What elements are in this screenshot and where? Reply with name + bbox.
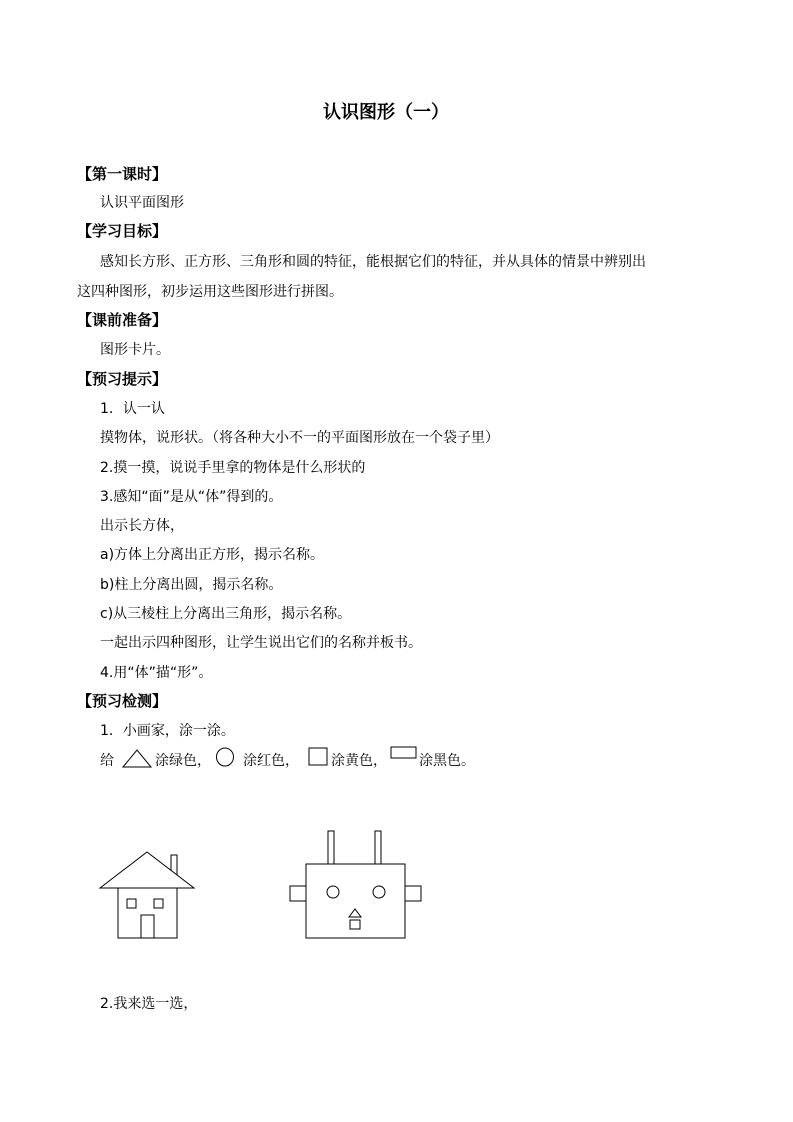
hint-line: a)方体上分离出正方形，揭示名称。 [100,547,325,563]
goal-line-1: 感知长方形、正方形、三角形和圆的特征，能根据它们的特征，并从具体的情景中辨别出 [100,254,646,270]
prep-text: 图形卡片。 [100,342,170,358]
section-heading-check: 【预习检测】 [77,692,168,710]
give-label: 给 [100,753,114,769]
hint-line: 出示长方体， [100,518,184,534]
goal-line-2: 这四种图形，初步运用这些图形进行拼图。 [77,284,343,300]
house-window-right [154,899,163,908]
triangle-instruction: 涂绿色， [155,753,211,769]
robot-ear-right [405,886,421,901]
section-heading-hints: 【预习提示】 [77,370,168,388]
lesson-text: 认识平面图形 [100,195,184,211]
house-drawing [98,850,198,942]
circle-instruction: 涂红色， [243,753,299,769]
hint-line: 3.感知“面”是从“体”得到的。 [100,489,283,505]
square-instruction: 涂黄色， [331,753,387,769]
page-title: 认识图形（一） [323,102,449,123]
robot-mouth [350,920,360,929]
section-heading-prep: 【课前准备】 [77,311,168,329]
hint-line: 4.用“体”描“形”。 [100,665,213,681]
section-heading-lesson: 【第一课时】 [77,165,168,183]
house-door [141,915,154,938]
square-icon [308,747,328,767]
robot-nose [349,909,361,917]
robot-antenna-right [375,831,381,864]
hint-line: 1．认一认 [100,401,165,417]
robot-head [306,864,405,938]
hint-line: 一起出示四种图形，让学生说出它们的名称并板书。 [100,635,422,651]
house-body [118,888,177,938]
hint-line: c)从三棱柱上分离出三角形，揭示名称。 [100,606,352,622]
hint-line: b)柱上分离出圆，揭示名称。 [100,577,283,593]
robot-antenna-left [328,831,334,864]
section-heading-goal: 【学习目标】 [77,222,168,240]
house-window-left [127,899,136,908]
rectangle-icon [390,746,418,760]
robot-eye-left [327,886,339,898]
hint-line: 2.摸一摸，说说手里拿的物体是什么形状的 [100,460,366,476]
robot-drawing [288,828,428,942]
hint-line: 摸物体，说形状。（将各种大小不一的平面图形放在一个袋子里） [100,430,499,446]
robot-ear-left [290,886,306,901]
question-1: 1．小画家，涂一涂。 [100,723,235,739]
circle-icon [215,747,235,767]
robot-eye-right [373,886,385,898]
triangle-icon [122,749,152,769]
rectangle-instruction: 涂黑色。 [419,753,475,769]
house-roof [100,852,194,888]
question-2: 2.我来选一选， [100,996,198,1012]
